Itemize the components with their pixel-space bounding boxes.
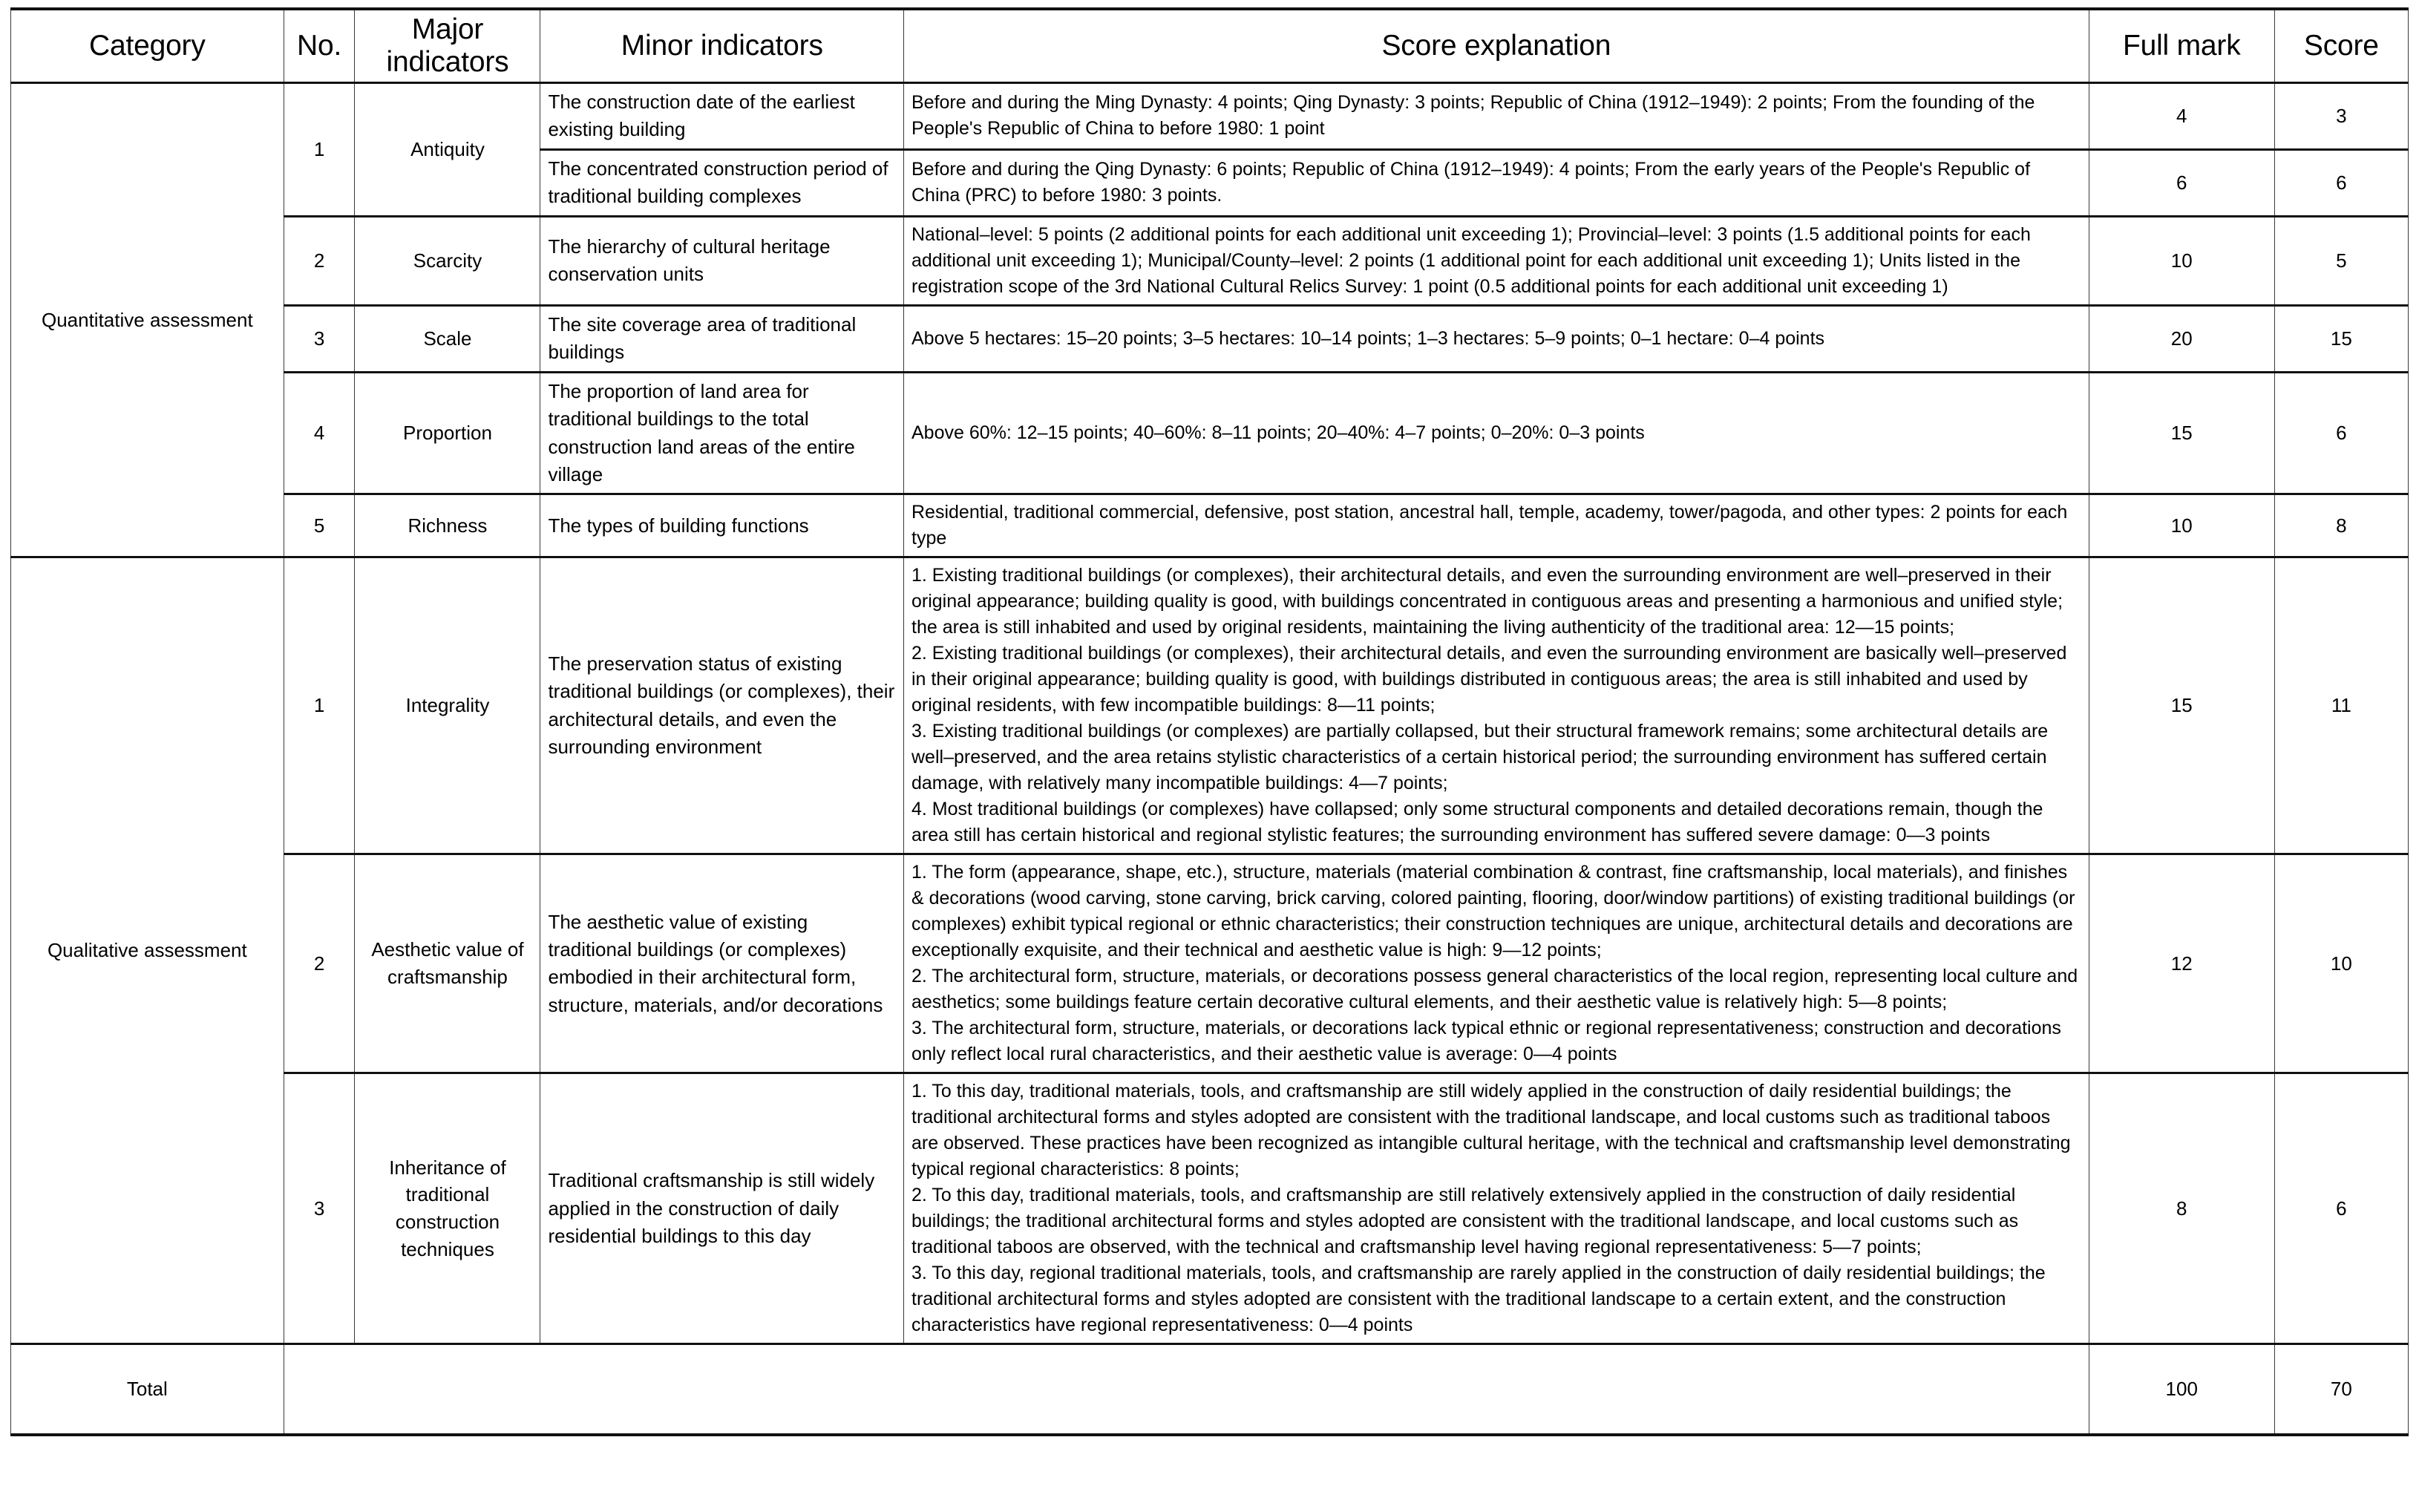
explanation-line: 2. The architectural form, structure, materials, or decorations possess general characteristics of the local region, representing local culture and aesthetics; some buildings feature certain decorative cultural elements, and their aesthetic value is relatively high: 5—8 points; (911, 966, 2078, 1013)
table-row (11, 557, 2409, 854)
evaluation-criteria-table (10, 7, 2409, 1436)
score-explanation-cell: Before and during the Qing Dynasty: 6 points; Republic of China (1912–1949): 4 points; From the early years of the People's Republic of China (PRC) to before 1980: 3 points. (904, 149, 2089, 216)
no-cell: 3 (284, 305, 355, 372)
category-cell-quantitative: Quantitative assessment (11, 83, 284, 557)
no-cell: 1 (284, 83, 355, 217)
major-indicator-cell: Proportion (355, 372, 540, 494)
table-row (11, 854, 2409, 1073)
no-cell: 3 (284, 1073, 355, 1344)
column-header-no: No. (284, 9, 355, 83)
full-mark-cell: 15 (2089, 372, 2274, 494)
score-explanation-cell (904, 557, 2089, 854)
score-explanation-cell: Above 60%: 12–15 points; 40–60%: 8–11 points; 20–40%: 4–7 points; 0–20%: 0–3 points (904, 372, 2089, 494)
full-mark-cell: 6 (2089, 149, 2274, 216)
major-indicator-cell: Inheritance of traditional construction techniques (355, 1073, 540, 1344)
header-row (11, 9, 2409, 83)
explanation-line: 1. Existing traditional buildings (or complexes), their architectural details, and even the surrounding environment are well–preserved in their original appearance; building quality is good, with buildings concentrated in contiguous areas and presenting a harmonious and unified style; the area is still inhabited and used by original residents, maintaining the living authenticity of the traditional area: 12—15 points; (911, 565, 2063, 638)
minor-indicator-cell: The concentrated construction period of traditional building complexes (540, 149, 904, 216)
minor-indicator-cell: The proportion of land area for traditional buildings to the total construction land areas of the entire village (540, 372, 904, 494)
no-cell: 2 (284, 854, 355, 1073)
score-cell: 5 (2274, 216, 2408, 305)
column-header-category: Category (11, 9, 284, 83)
no-cell: 4 (284, 372, 355, 494)
category-cell-qualitative: Qualitative assessment (11, 557, 284, 1344)
score-cell: 11 (2274, 557, 2408, 854)
total-full-mark-cell: 100 (2089, 1344, 2274, 1435)
score-cell: 8 (2274, 494, 2408, 557)
full-mark-cell: 8 (2089, 1073, 2274, 1344)
total-score-cell: 70 (2274, 1344, 2408, 1435)
full-mark-cell: 12 (2089, 854, 2274, 1073)
table-row (11, 1073, 2409, 1344)
explanation-line: 3. The architectural form, structure, materials, or decorations lack typical ethnic or regional representativeness; construction and decorations only reflect local rural characteristics, and their aesthetic value is average: 0—4 points (911, 1018, 2061, 1065)
minor-indicator-cell: The construction date of the earliest existing building (540, 83, 904, 150)
no-cell: 5 (284, 494, 355, 557)
table-row (11, 494, 2409, 557)
minor-indicator-cell: The types of building functions (540, 494, 904, 557)
full-mark-cell: 10 (2089, 494, 2274, 557)
full-mark-cell: 10 (2089, 216, 2274, 305)
minor-indicator-cell: The hierarchy of cultural heritage conservation units (540, 216, 904, 305)
minor-indicator-cell: The preservation status of existing traditional buildings (or complexes), their architectural details, and even the surrounding environment (540, 557, 904, 854)
minor-indicator-cell: The site coverage area of traditional buildings (540, 305, 904, 372)
minor-indicator-cell: The aesthetic value of existing traditional buildings (or complexes) embodied in their architectural form, structure, materials, and/or decorations (540, 854, 904, 1073)
score-cell: 15 (2274, 305, 2408, 372)
explanation-line: 3. Existing traditional buildings (or complexes) are partially collapsed, but their structural framework remains; some architectural details are well–preserved, and the area retains stylistic characteristics of a certain historical period; the surrounding environment has suffered certain damage, with relatively many incompatible buildings: 4—7 points; (911, 721, 2049, 794)
score-explanation-cell: Before and during the Ming Dynasty: 4 points; Qing Dynasty: 3 points; Republic of China (1912–1949): 2 points; From the founding of the People's Republic of China to before 1980: 1 point (904, 83, 2089, 150)
explanation-line: 4. Most traditional buildings (or complexes) have collapsed; only some structural components and detailed decorations remain, though the area still has certain historical and regional stylistic features; the surrounding environment has suffered severe damage: 0—3 points (911, 799, 2043, 846)
full-mark-cell: 15 (2089, 557, 2274, 854)
explanation-line: 3. To this day, regional traditional materials, tools, and craftsmanship are rarely applied in the construction of daily residential buildings; the traditional architectural forms and styles adopted are consistent with the traditional landscape to a certain extent, and the construction characteristics have regional representativeness: 0—4 points (911, 1263, 2046, 1336)
score-explanation-cell: National–level: 5 points (2 additional points for each additional unit exceeding 1); Provincial–level: 3 points (1.5 additional points for each additional unit exceeding 1); Municipal/County–level: 2 points (1 additional point for each additional unit exceeding 1); Units listed in the registration scope of the 3rd National Cultural Relics Survey: 1 point (0.5 additional points for each additional unit exceeding 1) (904, 216, 2089, 305)
table-row (11, 83, 2409, 150)
major-indicator-cell: Richness (355, 494, 540, 557)
table-row (11, 372, 2409, 494)
score-explanation-cell: Residential, traditional commercial, defensive, post station, ancestral hall, temple, academy, tower/pagoda, and other types: 2 points for each type (904, 494, 2089, 557)
table-header (11, 9, 2409, 83)
total-label-cell: Total (11, 1344, 284, 1435)
full-mark-cell: 20 (2089, 305, 2274, 372)
column-header-minor-indicators: Minor indicators (540, 9, 904, 83)
major-indicator-cell: Aesthetic value of craftsmanship (355, 854, 540, 1073)
score-cell: 6 (2274, 372, 2408, 494)
score-explanation-cell (904, 854, 2089, 1073)
explanation-line: 2. Existing traditional buildings (or complexes), their architectural details, and even the surrounding environment are basically well–preserved in their original appearance; building quality is good, with buildings distributed in contiguous areas; the area is still inhabited and used by original residents, with few incompatible buildings: 8—11 points; (911, 643, 2067, 716)
explanation-line: 1. The form (appearance, shape, etc.), structure, materials (material combination & contrast, fine craftsmanship, local materials), and finishes & decorations (wood carving, stone carving, brick carving, colored painting, flooring, door/window partitions) of existing traditional buildings (or complexes) exhibit typical regional or ethnic characteristics; their construction techniques are unique, architectural details and decorations are exceptionally exquisite, and their technical and aesthetic value is high: 9—12 points; (911, 862, 2075, 961)
column-header-score-explanation: Score explanation (904, 9, 2089, 83)
table-body (11, 83, 2409, 1435)
table-row (11, 305, 2409, 372)
table-row (11, 216, 2409, 305)
major-indicator-cell: Scale (355, 305, 540, 372)
major-indicator-cell: Integrality (355, 557, 540, 854)
no-cell: 1 (284, 557, 355, 854)
major-indicator-cell: Scarcity (355, 216, 540, 305)
score-cell: 6 (2274, 1073, 2408, 1344)
minor-indicator-cell: Traditional craftsmanship is still widely applied in the construction of daily residential buildings to this day (540, 1073, 904, 1344)
column-header-full-mark: Full mark (2089, 9, 2274, 83)
score-cell: 6 (2274, 149, 2408, 216)
column-header-major-indicators: Major indicators (355, 9, 540, 83)
table-row-total (11, 1344, 2409, 1435)
explanation-line: 1. To this day, traditional materials, tools, and craftsmanship are still widely applied in the construction of daily residential buildings; the traditional architectural forms and styles adopted are consistent with the traditional landscape, and local customs such as traditional taboos are observed. These practices have been recognized as intangible cultural heritage, with the technical and craftsmanship level demonstrating typical regional characteristics: 8 points; (911, 1081, 2071, 1180)
full-mark-cell: 4 (2089, 83, 2274, 150)
total-empty-cell (284, 1344, 2089, 1435)
score-cell: 10 (2274, 854, 2408, 1073)
score-explanation-cell (904, 1073, 2089, 1344)
no-cell: 2 (284, 216, 355, 305)
explanation-line: 2. To this day, traditional materials, tools, and craftsmanship are still relatively extensively applied in the construction of daily residential buildings; the traditional architectural forms and styles adopted are consistent with the traditional landscape, and local customs such as traditional taboos are observed, with the technical and craftsmanship level having regional representativeness: 5—7 points; (911, 1185, 2019, 1258)
score-cell: 3 (2274, 83, 2408, 150)
column-header-score: Score (2274, 9, 2408, 83)
score-explanation-cell: Above 5 hectares: 15–20 points; 3–5 hectares: 10–14 points; 1–3 hectares: 5–9 points; 0–1 hectare: 0–4 points (904, 305, 2089, 372)
major-indicator-cell: Antiquity (355, 83, 540, 217)
